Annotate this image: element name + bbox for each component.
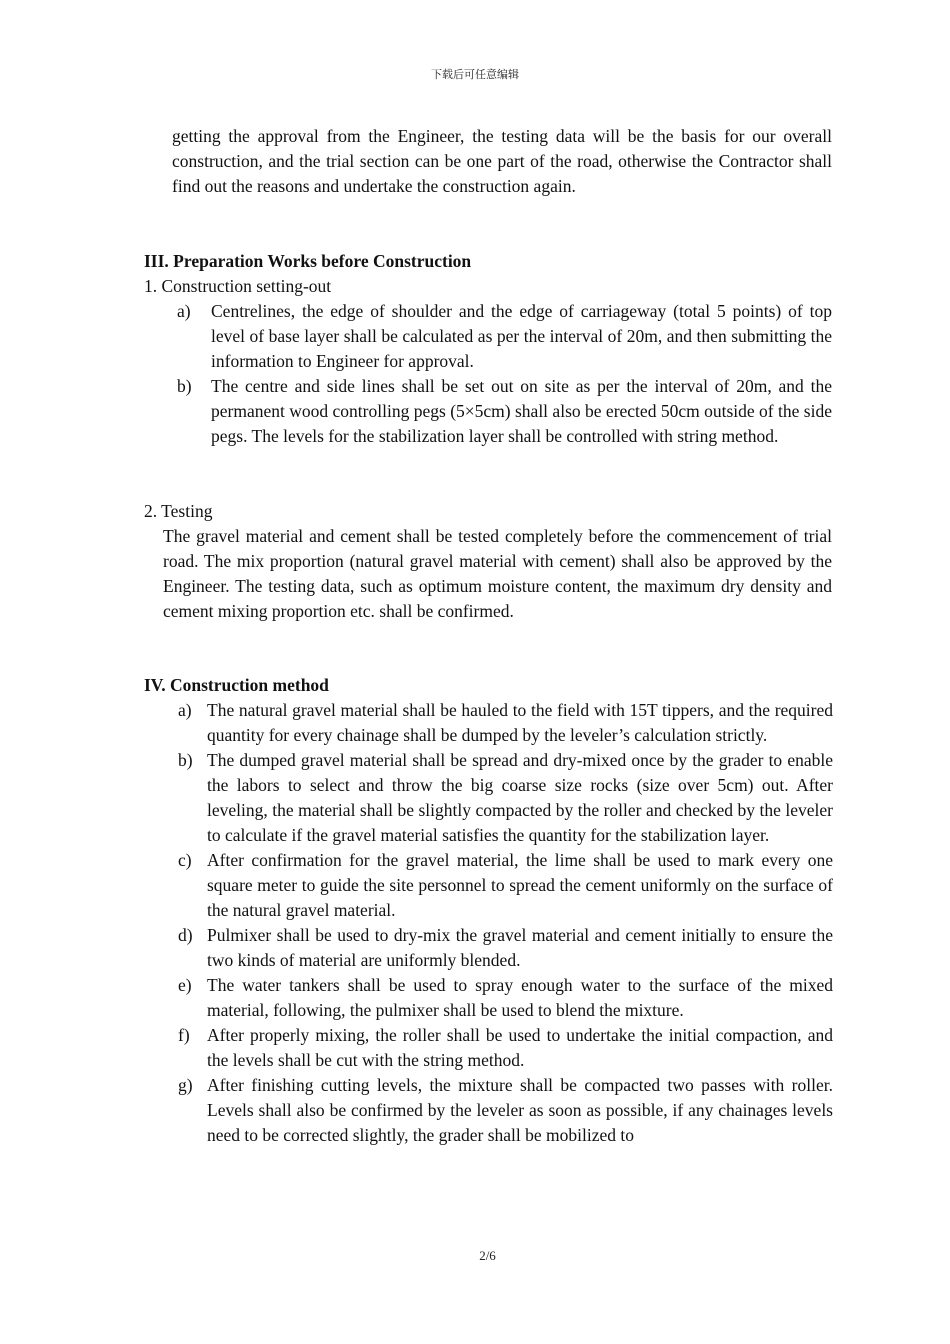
- list-marker: a): [178, 700, 192, 720]
- spacer: [0, 199, 950, 249]
- section-3-heading: III. Preparation Works before Construction: [144, 251, 472, 271]
- construction-method-list: [0, 698, 950, 1148]
- subsection-setting-out-heading: 1. Construction setting-out: [144, 276, 332, 296]
- list-item: [178, 923, 833, 973]
- list-item-text: The dumped gravel material shall be spread and dry-mixed once by the grader to enable the labors to select and throw the big coarse size rocks (size over 5cm) out. After leveling, the material shall be slightly compacted by the roller and checked by the leveler to calculate if the gravel material satisfies the quantity for the stabilization layer.: [207, 750, 833, 845]
- testing-paragraph: The gravel material and cement shall be tested completely before the commencement of trial road. The mix proportion (natural gravel material with cement) shall also be approved by the Engineer. The testing data, such as optimum moisture content, the maximum dry density and cement mixing proportion etc. shall be confirmed.: [163, 526, 832, 621]
- list-marker: f): [178, 1025, 190, 1045]
- list-item-text: The water tankers shall be used to spray enough water to the surface of the mixed material, following, the pulmixer shall be used to blend the mixture.: [207, 975, 833, 1020]
- list-item-text: After properly mixing, the roller shall be used to undertake the initial compaction, and the levels shall be cut with the string method.: [207, 1025, 833, 1070]
- intro-paragraph: getting the approval from the Engineer, the testing data will be the basis for our overall construction, and the trial section can be one part of the road, otherwise the Contractor shall find out the reasons and undertake the construction again.: [172, 126, 832, 196]
- list-item: [178, 848, 833, 923]
- list-item: [178, 973, 833, 1023]
- list-marker: c): [178, 850, 192, 870]
- list-item-text: Pulmixer shall be used to dry-mix the gravel material and cement initially to ensure the two kinds of material are uniformly blended.: [207, 925, 833, 970]
- spacer: [0, 449, 950, 499]
- list-marker: d): [178, 925, 193, 945]
- setting-out-list: [0, 299, 950, 449]
- list-item: [177, 299, 832, 374]
- list-item-text: After confirmation for the gravel material, the lime shall be used to mark every one square meter to guide the site personnel to spread the cement uniformly on the surface of the natural gravel material.: [207, 850, 833, 920]
- spacer: [0, 624, 950, 673]
- list-item: [178, 1023, 833, 1073]
- list-marker: b): [177, 376, 192, 396]
- list-item-text: The natural gravel material shall be hauled to the field with 15T tippers, and the required quantity for every chainage shall be dumped by the leveler’s calculation strictly.: [207, 700, 833, 745]
- list-item-text: Centrelines, the edge of shoulder and the edge of carriageway (total 5 points) of top level of base layer shall be calculated as per the interval of 20m, and then submitting the information to Engineer for approval.: [211, 301, 832, 371]
- list-item-text: After finishing cutting levels, the mixture shall be compacted two passes with roller. Levels shall also be confirmed by the leveler as soon as possible, if any chainages levels need to be corrected slightly, the grader shall be mobilized to: [207, 1075, 833, 1145]
- subsection-testing-heading: 2. Testing: [144, 501, 213, 521]
- list-marker: b): [178, 750, 193, 770]
- list-marker: e): [178, 975, 192, 995]
- list-marker: a): [177, 301, 191, 321]
- list-item: [178, 748, 833, 848]
- page-header-note: 下载后可任意编辑: [431, 68, 519, 81]
- document-body: [0, 124, 950, 1148]
- page-number: 2/6: [479, 1248, 496, 1263]
- list-item: [178, 698, 833, 748]
- section-4-heading: IV. Construction method: [144, 675, 329, 695]
- list-item: [178, 1073, 833, 1148]
- list-item-text: The centre and side lines shall be set out on site as per the interval of 20m, and the permanent wood controlling pegs (5×5cm) shall also be erected 50cm outside of the side pegs. The levels for the stabilization layer shall be controlled with string method.: [211, 376, 832, 446]
- list-marker: g): [178, 1075, 193, 1095]
- list-item: [177, 374, 832, 449]
